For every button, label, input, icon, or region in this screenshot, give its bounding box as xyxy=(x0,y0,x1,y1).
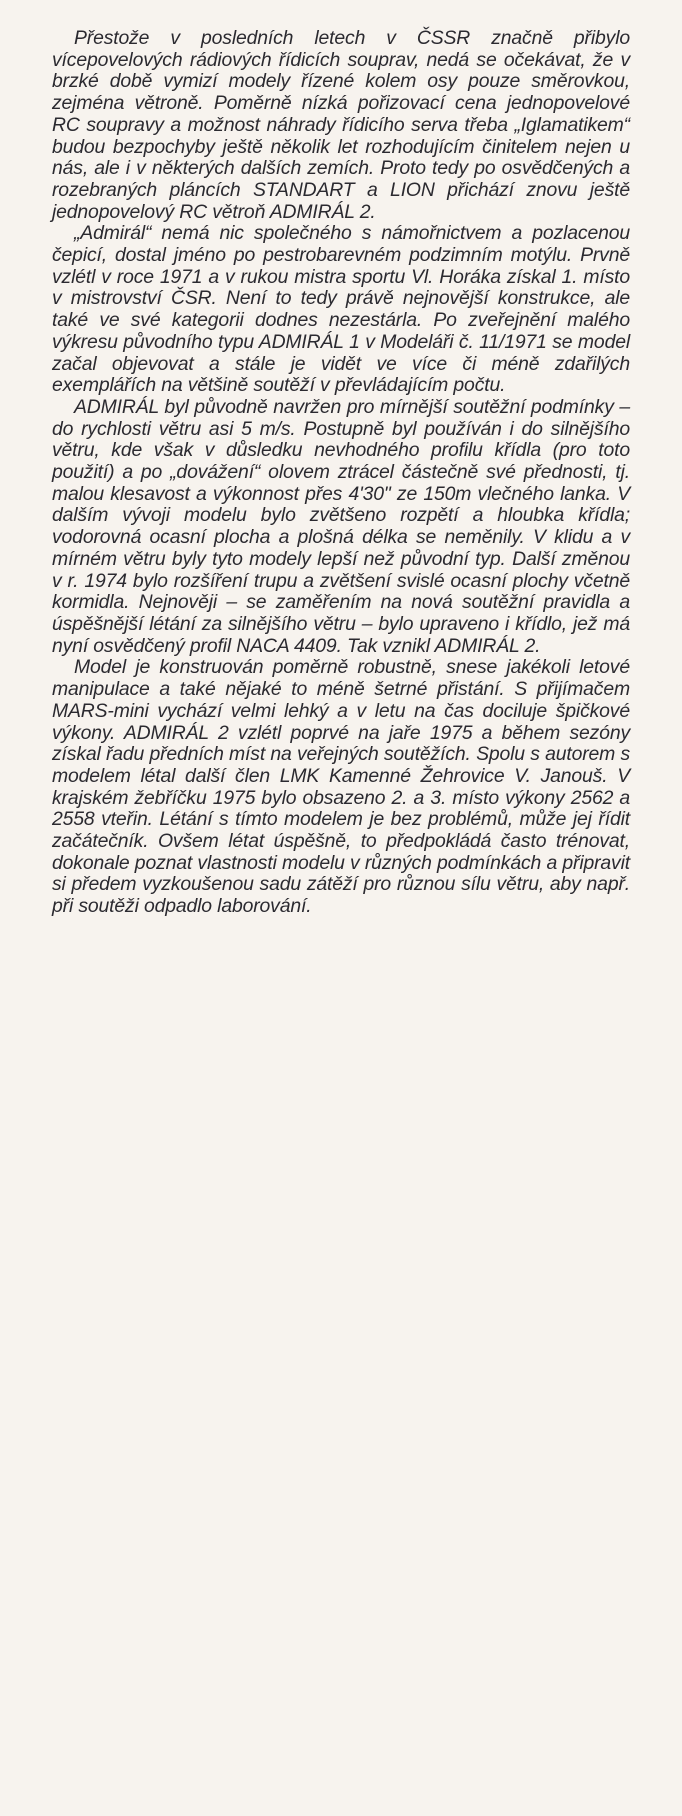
article-paragraph-3: ADMIRÁL byl původně navržen pro mírnější soutěžní podmínky – do rychlosti větru asi 5 m/s. Postupně byl používán i do silnějšího větru, kde však v důsledku nevhodného profilu křídla (pro toto použití) a po „dovážení“ olovem ztrácel částečně své přednosti, tj. malou klesavost a výkonnost přes 4'30" ze 150m vlečného lanka. V dalším vývoji modelu bylo zvětšeno rozpětí a hloubka křídla; vodorovná ocasní plocha a plošná délka se neměnily. V klidu a v mírném větru byly tyto modely lepší než původní typ. Další změnou v r. 1974 bylo rozšíření trupu a zvětšení svislé ocasní plochy včetně kormidla. Nejnověji – se zaměřením na nová soutěžní pravidla a úspěšnější létání za silnějšího větru – bylo upraveno i křídlo, jež má nyní osvědčený profil NACA 4409. Tak vznikl ADMIRÁL 2. xyxy=(52,395,630,657)
article-paragraph-4: Model je konstruován poměrně robustně, snese jakékoli letové manipulace a také nějaké to méně šetrné přistání. S přijímačem MARS-mini vychází velmi lehký a v letu na čas dociluje špičkové výkony. ADMIRÁL 2 vzlétl poprvé na jaře 1975 a během sezóny získal řadu předních míst na veřejných soutěžích. Spolu s autorem s modelem létal další člen LMK Kamenné Žehrovice V. Janouš. V krajském žebříčku 1975 bylo obsazeno 2. a 3. místo výkony 2562 a 2558 vteřin. Létání s tímto modelem je bez problémů, může jej řídit začátečník. Ovšem létat úspěšně, to předpokládá často trénovat, dokonale poznat vlastnosti modelu v různých podmínkách a připravit si předem vyzkoušenou sadu zátěží pro různou sílu větru, aby např. při soutěži odpadlo laborování. xyxy=(52,656,630,918)
article-paragraph-1: Přestože v posledních letech v ČSSR značně přibylo vícepovelových rádiových řídicích souprav, nedá se očekávat, že v brzké době vymizí modely řízené kolem osy pouze směrovkou, zejména větroně. Poměrně nízká pořizovací cena jednopovelové RC soupravy a možnost náhrady řídicího serva třeba „Iglamatikem“ budou bezpochyby ještě několik let rozhodujícím činitelem nejen u nás, ale i v některých dalších zemích. Proto tedy po osvědčených a rozebraných pláncích STANDART a LION přichází znovu ještě jednopovelový RC větroň ADMIRÁL 2. xyxy=(52,27,630,223)
article-text-column xyxy=(52,28,630,918)
article-paragraph-2: „Admirál“ nemá nic společného s námořnictvem a pozlacenou čepicí, dostal jméno po pestrobarevném podzimním motýlu. Prvně vzlétl v roce 1971 a v rukou mistra sportu Vl. Horáka získal 1. místo v mistrovství ČSR. Není to tedy právě nejnovější konstrukce, ale také ve své kategorii dodnes nezestárla. Po zveřejnění malého výkresu původního typu ADMIRÁL 1 v Modeláři č. 11/1971 se model začal objevovat a stále je vidět ve více či méně zdařilých exemplářích na většině soutěží v převládajícím počtu. xyxy=(52,222,630,397)
